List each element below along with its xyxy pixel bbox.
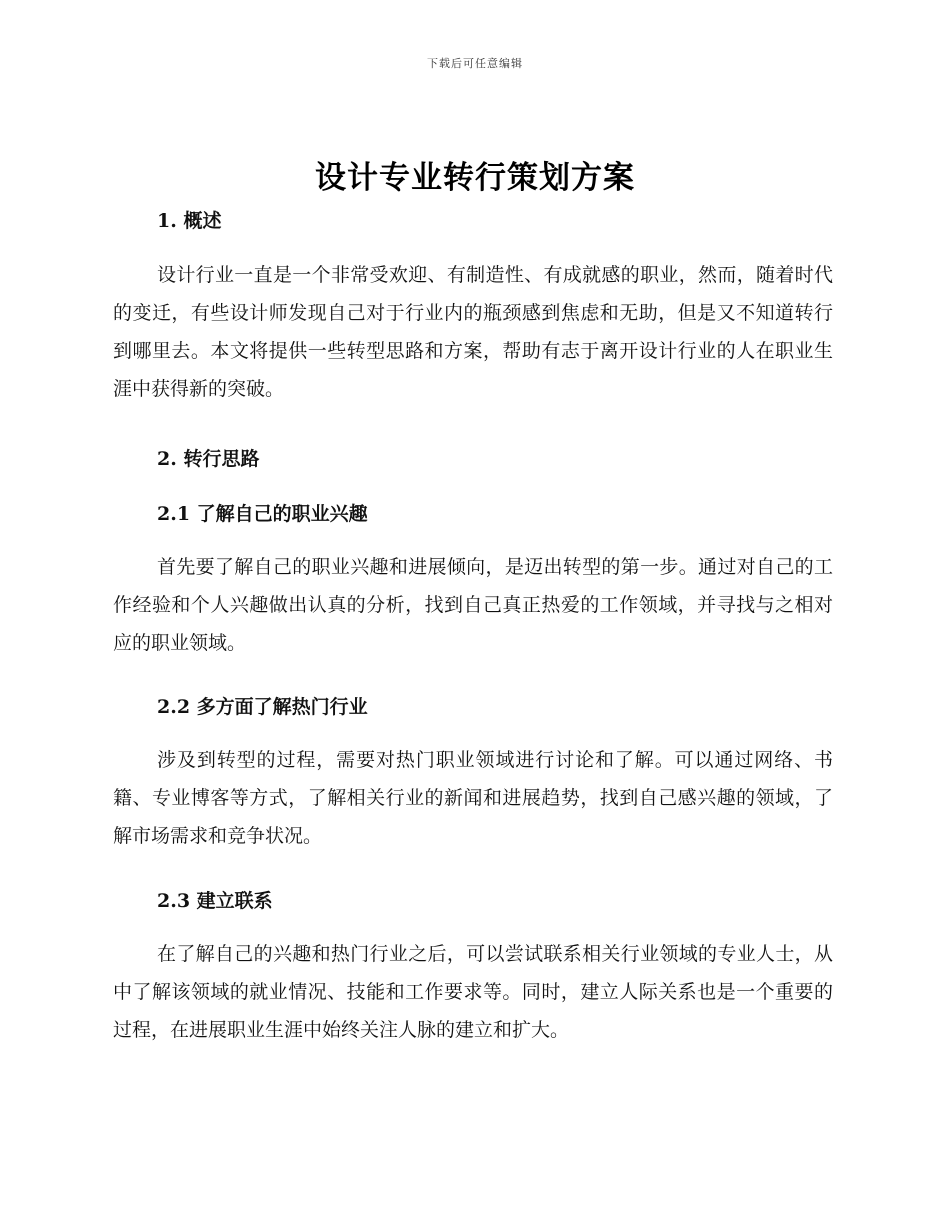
section-heading-career-interest: 2.1 了解自己的职业兴趣 xyxy=(157,503,368,525)
section-heading-overview: 1. 概述 xyxy=(157,210,222,232)
page-header-note: 下载后可任意编辑 xyxy=(427,57,523,70)
section-heading-build-connections: 2.3 建立联系 xyxy=(157,890,273,912)
document-title: 设计专业转行策划方案 xyxy=(315,160,635,196)
section-paragraph-career-interest: 首先要了解自己的职业兴趣和进展倾向，是迈出转型的第一步。通过对自己的工作经验和个人兴趣做出认真的分析，找到自己真正热爱的工作领域，并寻找与之相对应的职业领域。 xyxy=(113,556,833,654)
section-paragraph-hot-industries: 涉及到转型的过程，需要对热门职业领域进行讨论和了解。可以通过网络、书籍、专业博客等方式，了解相关行业的新闻和进展趋势，找到自己感兴趣的领域，了解市场需求和竞争状况。 xyxy=(113,749,833,847)
section-heading-transition-ideas: 2. 转行思路 xyxy=(157,448,260,470)
section-paragraph-overview: 设计行业一直是一个非常受欢迎、有制造性、有成就感的职业，然而，随着时代的变迁，有些设计师发现自己对于行业内的瓶颈感到焦虑和无助，但是又不知道转行到哪里去。本文将提供一些转型思路和方案，帮助有志于离开设计行业的人在职业生涯中获得新的突破。 xyxy=(113,264,833,400)
section-heading-hot-industries: 2.2 多方面了解热门行业 xyxy=(157,696,368,718)
section-paragraph-build-connections: 在了解自己的兴趣和热门行业之后，可以尝试联系相关行业领域的专业人士，从中了解该领域的就业情况、技能和工作要求等。同时，建立人际关系也是一个重要的过程，在进展职业生涯中始终关注人脉的建立和扩大。 xyxy=(113,943,833,1041)
